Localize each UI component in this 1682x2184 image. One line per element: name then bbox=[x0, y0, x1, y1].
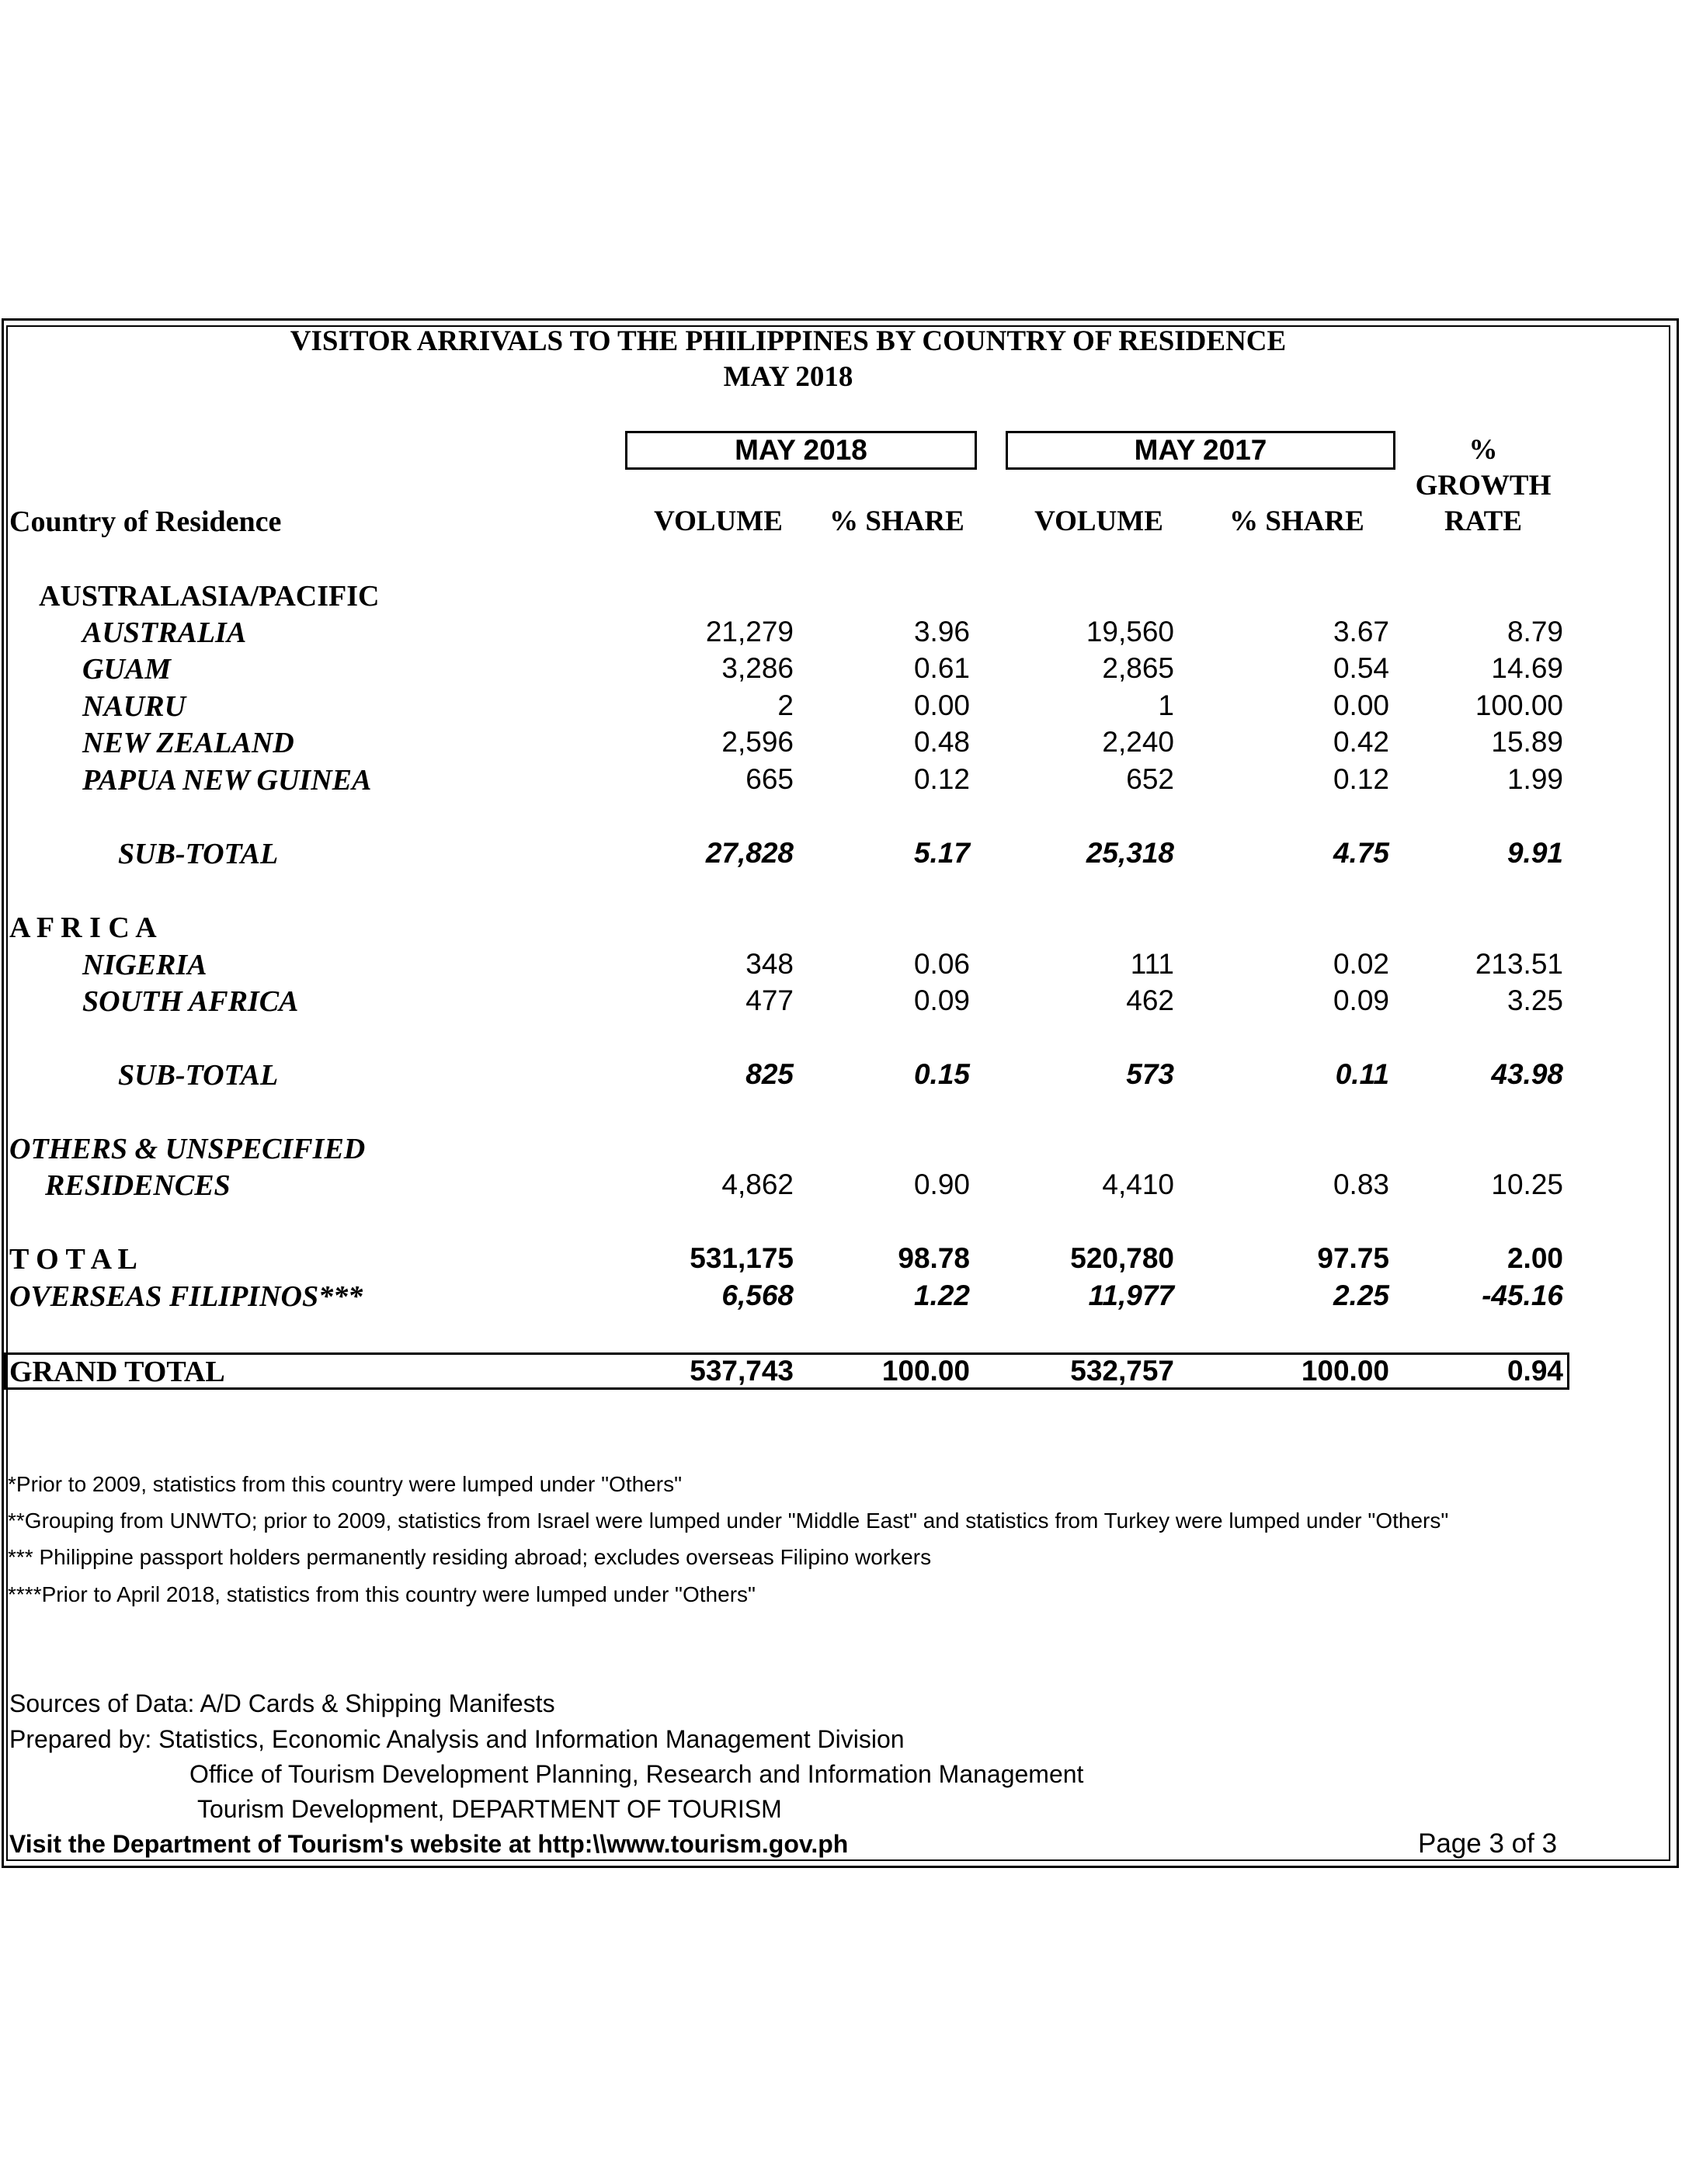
growth-rate: 1.99 bbox=[1507, 763, 1563, 795]
share-2018: 0.12 bbox=[913, 763, 970, 795]
overseas-row bbox=[0, 1279, 1682, 1315]
share-2017: 2.25 bbox=[1333, 1279, 1389, 1311]
growth-rate: 213.51 bbox=[1475, 948, 1563, 980]
volume-2017: 4,410 bbox=[1102, 1168, 1174, 1200]
department-name: Tourism Development, DEPARTMENT OF TOURISM bbox=[197, 1795, 782, 1823]
grand-total-label: GRAND TOTAL bbox=[9, 1356, 225, 1388]
volume-2018: 2 bbox=[777, 689, 794, 721]
volume-2018: 825 bbox=[745, 1058, 794, 1090]
growth-header-line1: % bbox=[1468, 434, 1498, 466]
volume-2018: 531,175 bbox=[690, 1242, 794, 1274]
country-name: PAPUA NEW GUINEA bbox=[82, 764, 372, 797]
growth-header-line2: GROWTH bbox=[1415, 470, 1552, 502]
country-name: NIGERIA bbox=[82, 949, 207, 981]
share-2017: 0.11 bbox=[1335, 1058, 1389, 1090]
share-2017: 4.75 bbox=[1333, 837, 1389, 869]
growth-rate: 100.00 bbox=[1475, 689, 1563, 721]
growth-rate: 43.98 bbox=[1491, 1058, 1563, 1090]
subtotal-label: SUB-TOTAL bbox=[118, 838, 279, 870]
footnote: **Grouping from UNWTO; prior to 2009, statistics from Israel were lumped under "Middle East" and statistics from Turkey were lumped under "Others" bbox=[8, 1509, 1449, 1533]
volume-2017: 462 bbox=[1126, 984, 1174, 1016]
share-header-2018: % SHARE bbox=[829, 505, 964, 537]
footnote: *Prior to 2009, statistics from this country were lumped under "Others" bbox=[8, 1472, 683, 1496]
share-2017: 0.83 bbox=[1333, 1168, 1389, 1200]
share-2017: 97.75 bbox=[1317, 1242, 1389, 1274]
volume-2017: 532,757 bbox=[1070, 1355, 1174, 1387]
share-2017: 3.67 bbox=[1333, 616, 1389, 648]
volume-2017: 2,240 bbox=[1102, 726, 1174, 758]
growth-rate: 15.89 bbox=[1491, 726, 1563, 758]
growth-rate: 9.91 bbox=[1507, 837, 1563, 869]
share-2018: 0.06 bbox=[913, 948, 970, 980]
share-2017: 0.12 bbox=[1333, 763, 1389, 795]
share-2018: 100.00 bbox=[881, 1355, 970, 1387]
footnote: *** Philippine passport holders permanently residing abroad; excludes overseas Filipino workers bbox=[8, 1545, 932, 1569]
subtotal-row-australasia bbox=[0, 837, 1682, 873]
table-row bbox=[0, 948, 1682, 984]
share-2018: 1.22 bbox=[913, 1279, 970, 1311]
country-name: NAURU bbox=[82, 690, 186, 723]
volume-header-2018: VOLUME bbox=[654, 505, 783, 537]
region-label-africa: A F R I C A bbox=[9, 911, 157, 944]
report-title: VISITOR ARRIVALS TO THE PHILIPPINES BY COUNTRY OF RESIDENCE bbox=[290, 325, 1287, 357]
growth-header-line3: RATE bbox=[1444, 505, 1523, 537]
volume-2018: 348 bbox=[745, 948, 794, 980]
volume-2017: 11,977 bbox=[1088, 1279, 1174, 1311]
country-name: GUAM bbox=[82, 653, 172, 686]
total-row bbox=[0, 1242, 1682, 1278]
growth-rate: 10.25 bbox=[1491, 1168, 1563, 1200]
country-name: AUSTRALIA bbox=[82, 616, 247, 649]
share-2018: 0.15 bbox=[913, 1058, 970, 1090]
share-2018: 0.09 bbox=[913, 984, 970, 1016]
table-row bbox=[0, 652, 1682, 688]
others-label-line2: RESIDENCES bbox=[45, 1169, 231, 1202]
table-row bbox=[0, 763, 1682, 799]
share-2017: 0.02 bbox=[1333, 948, 1389, 980]
others-row bbox=[0, 1168, 1682, 1204]
volume-2018: 537,743 bbox=[690, 1355, 794, 1387]
share-2017: 0.00 bbox=[1333, 689, 1389, 721]
overseas-label: OVERSEAS FILIPINOS*** bbox=[9, 1280, 363, 1313]
volume-2018: 665 bbox=[745, 763, 794, 795]
volume-2018: 21,279 bbox=[705, 616, 794, 648]
growth-rate: 14.69 bbox=[1491, 652, 1563, 684]
period-header-current: MAY 2018 bbox=[625, 431, 977, 470]
table-row bbox=[0, 726, 1682, 762]
volume-2017: 652 bbox=[1126, 763, 1174, 795]
website-link[interactable]: Visit the Department of Tourism's website at http:\\www.tourism.gov.ph bbox=[9, 1830, 849, 1858]
share-2018: 5.17 bbox=[913, 837, 970, 869]
volume-header-2017: VOLUME bbox=[1034, 505, 1163, 537]
table-row bbox=[0, 616, 1682, 651]
volume-2017: 520,780 bbox=[1070, 1242, 1174, 1274]
share-2017: 0.42 bbox=[1333, 726, 1389, 758]
others-label-line1: OTHERS & UNSPECIFIED bbox=[9, 1133, 366, 1165]
subtotal-label: SUB-TOTAL bbox=[118, 1059, 279, 1092]
table-row bbox=[0, 689, 1682, 725]
share-2018: 98.78 bbox=[898, 1242, 970, 1274]
volume-2017: 25,318 bbox=[1086, 837, 1174, 869]
growth-rate: 2.00 bbox=[1507, 1242, 1563, 1274]
growth-rate: 0.94 bbox=[1507, 1355, 1563, 1387]
period-header-previous: MAY 2017 bbox=[1006, 431, 1395, 470]
table-row bbox=[0, 984, 1682, 1020]
volume-2018: 2,596 bbox=[721, 726, 794, 758]
prepared-by: Prepared by: Statistics, Economic Analysis and Information Management Division bbox=[9, 1725, 905, 1753]
country-name: NEW ZEALAND bbox=[82, 727, 294, 759]
volume-2017: 111 bbox=[1130, 948, 1174, 980]
share-2018: 0.00 bbox=[913, 689, 970, 721]
volume-2017: 1 bbox=[1158, 689, 1174, 721]
volume-2017: 2,865 bbox=[1102, 652, 1174, 684]
volume-2018: 4,862 bbox=[721, 1168, 794, 1200]
footnote: ****Prior to April 2018, statistics from this country were lumped under "Others" bbox=[8, 1582, 756, 1606]
report-subtitle: MAY 2018 bbox=[723, 361, 853, 393]
office-name: Office of Tourism Development Planning, Research and Information Management bbox=[189, 1760, 1084, 1788]
share-header-2017: % SHARE bbox=[1229, 505, 1364, 537]
share-2017: 0.54 bbox=[1333, 652, 1389, 684]
growth-rate: -45.16 bbox=[1482, 1279, 1563, 1311]
country-column-header: Country of Residence bbox=[9, 505, 282, 538]
volume-2018: 477 bbox=[745, 984, 794, 1016]
sources-of-data: Sources of Data: A/D Cards & Shipping Manifests bbox=[9, 1689, 555, 1717]
volume-2017: 573 bbox=[1126, 1058, 1174, 1090]
page-number: Page 3 of 3 bbox=[1418, 1828, 1558, 1859]
country-name: SOUTH AFRICA bbox=[82, 985, 299, 1018]
volume-2018: 6,568 bbox=[721, 1279, 794, 1311]
subtotal-row-africa bbox=[0, 1058, 1682, 1094]
share-2018: 3.96 bbox=[913, 616, 970, 648]
growth-rate: 3.25 bbox=[1507, 984, 1563, 1016]
grand-total-row bbox=[0, 1355, 1682, 1391]
share-2018: 0.61 bbox=[913, 652, 970, 684]
volume-2018: 27,828 bbox=[705, 837, 794, 869]
volume-2018: 3,286 bbox=[721, 652, 794, 684]
share-2018: 0.48 bbox=[913, 726, 970, 758]
region-label-australasia: AUSTRALASIA/PACIFIC bbox=[39, 580, 380, 613]
share-2017: 0.09 bbox=[1333, 984, 1389, 1016]
share-2017: 100.00 bbox=[1301, 1355, 1389, 1387]
volume-2017: 19,560 bbox=[1086, 616, 1174, 648]
share-2018: 0.90 bbox=[913, 1168, 970, 1200]
growth-rate: 8.79 bbox=[1507, 616, 1563, 648]
total-label: T O T A L bbox=[9, 1243, 137, 1276]
